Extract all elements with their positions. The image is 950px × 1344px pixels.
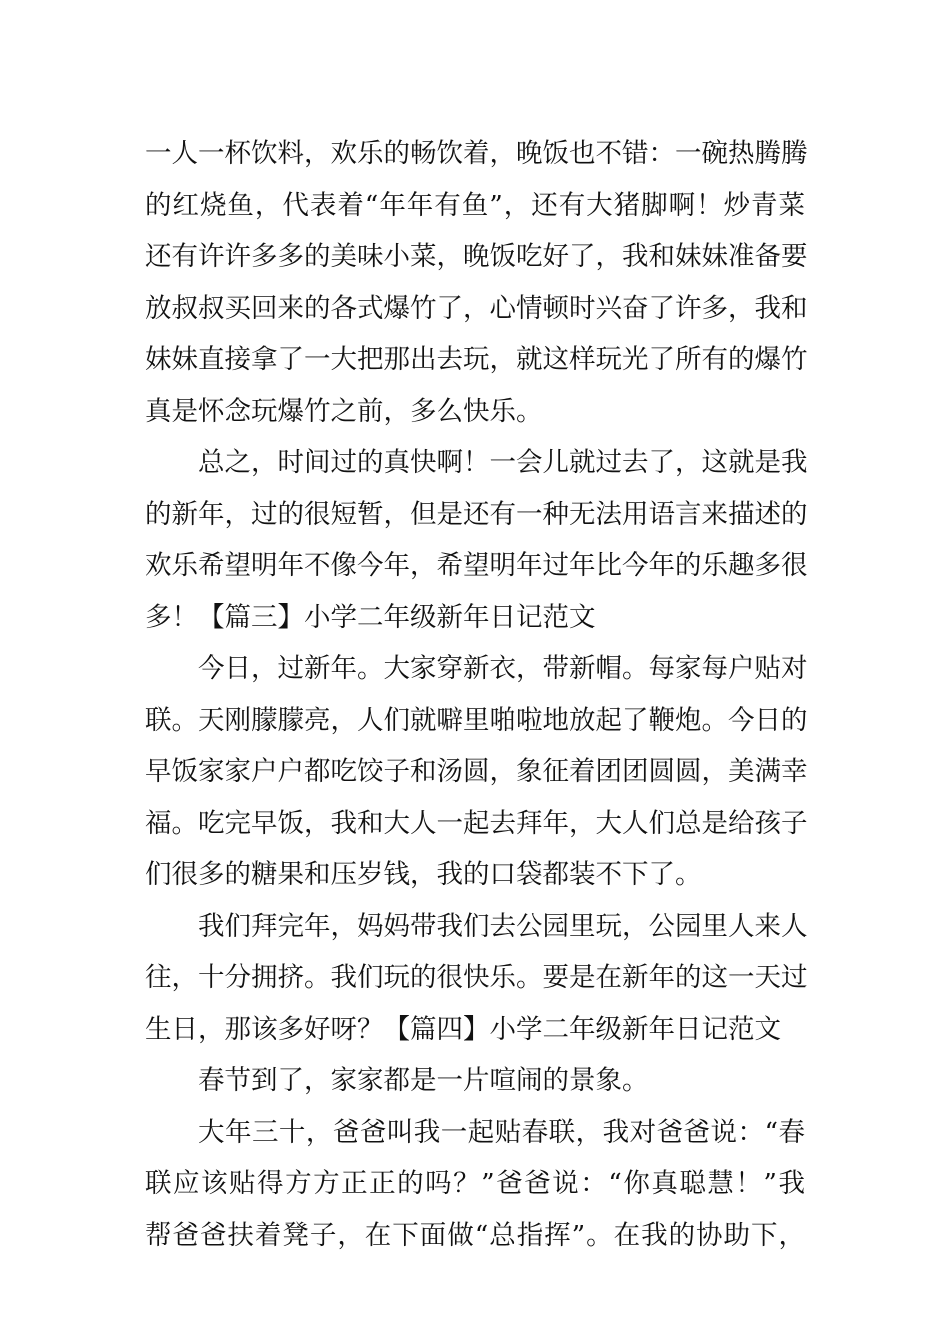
text-line: 我们拜完年，妈妈带我们去公园里玩，公园里人来人 — [198, 910, 808, 942]
text-line: 福。吃完早饭，我和大人一起去拜年，大人们总是给孩子 — [145, 807, 808, 839]
text-line: 大年三十，爸爸叫我一起贴春联，我对爸爸说：“春 — [198, 1116, 805, 1148]
body-text — [145, 128, 808, 1261]
text-line: 联应该贴得方方正正的吗？”爸爸说：“你真聪慧！”我 — [145, 1168, 805, 1199]
text-line: 今日，过新年。大家穿新衣，带新帽。每家每户贴对 — [198, 653, 808, 684]
text-line: 总之，时间过的真快啊！一会儿就过去了，这就是我 — [198, 447, 808, 478]
text-line: 妹妹直接拿了一大把那出去玩，就这样玩光了所有的爆竹 — [145, 344, 808, 375]
text-line: 多！【篇三】小学二年级新年日记范文 — [145, 601, 596, 633]
text-line: 真是怀念玩爆竹之前，多么快乐。 — [145, 395, 543, 427]
text-line: 帮爸爸扶着凳子，在下面做“总指挥”。在我的协助下， — [145, 1219, 805, 1251]
text-line: 联。天刚朦朦亮，人们就噼里啪啦地放起了鞭炮。今日的 — [145, 704, 808, 736]
text-line: 生日，那该多好呀？【篇四】小学二年级新年日记范文 — [145, 1013, 781, 1045]
text-line: 一人一杯饮料，欢乐的畅饮着，晚饭也不错：一碗热腾腾 — [145, 138, 808, 169]
text-line: 放叔叔买回来的各式爆竹了，心情顿时兴奋了许多，我和 — [145, 292, 808, 324]
text-line: 春节到了，家家都是一片喧闹的景象。 — [198, 1065, 649, 1096]
text-line: 早饭家家户户都吃饺子和汤圆，象征着团团圆圆，美满幸 — [145, 756, 808, 787]
text-line: 的红烧鱼，代表着“年年有鱼”，还有大猪脚啊！炒青菜 — [145, 189, 805, 221]
text-line: 往，十分拥挤。我们玩的很快乐。要是在新年的这一天过 — [145, 962, 808, 993]
text-line: 还有许许多多的美味小菜，晚饭吃好了，我和妹妹准备要 — [145, 241, 808, 272]
text-line: 的新年，过的很短暂，但是还有一种无法用语言来描述的 — [145, 498, 808, 530]
text-line: 们很多的糖果和压岁钱，我的口袋都装不下了。 — [145, 859, 702, 890]
text-line: 欢乐希望明年不像今年，希望明年过年比今年的乐趣多很 — [145, 550, 808, 581]
